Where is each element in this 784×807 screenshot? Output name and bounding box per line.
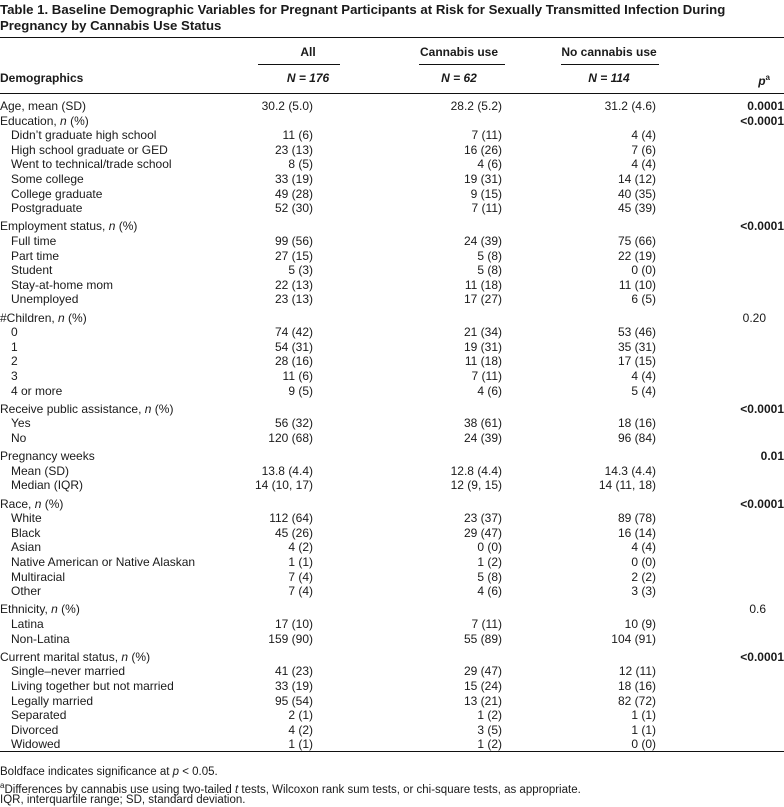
cell-cannabis: 11 (18) xyxy=(464,277,502,292)
cell-p-value: <0.0001 xyxy=(740,113,784,128)
row-label-text: Black xyxy=(11,525,41,540)
table-row xyxy=(0,664,784,679)
cell-all: 5 (3) xyxy=(288,263,313,278)
cell-no-cannabis: 75 (66) xyxy=(617,234,656,248)
table-row xyxy=(0,369,784,384)
table-section-row xyxy=(0,114,784,129)
row-label xyxy=(11,157,172,172)
row-label-text: Age, mean (SD) xyxy=(0,99,87,113)
row-label xyxy=(11,540,41,555)
table-row xyxy=(0,584,784,599)
cell-all: 159 (90) xyxy=(268,631,313,646)
cell-no-cannabis: 96 (84) xyxy=(617,431,656,445)
header-demographics: Demographics xyxy=(0,71,84,85)
row-label-text: 4 or more xyxy=(11,383,63,398)
row-label-text: Postgraduate xyxy=(11,201,83,216)
row-label-text: Current marital status, xyxy=(0,649,122,664)
row-label xyxy=(11,249,59,264)
row-label-italic: n xyxy=(108,219,116,234)
row-label-text: Stay-at-home mom xyxy=(11,277,114,292)
cell-cannabis: 5 (8) xyxy=(477,248,502,263)
row-label xyxy=(11,478,83,493)
cell-all: 99 (56) xyxy=(274,234,313,248)
cell-all: 49 (28) xyxy=(274,186,313,201)
row-label-text: Other xyxy=(11,584,42,599)
row-label-text: Ethnicity, xyxy=(0,602,52,617)
cell-all: 4 (2) xyxy=(288,722,313,737)
row-label-suffix: (%) xyxy=(128,649,151,664)
table-row xyxy=(0,340,784,355)
row-label xyxy=(11,416,31,431)
table-row xyxy=(0,723,784,738)
table-section-row xyxy=(0,602,784,617)
cell-cannabis: 5 (8) xyxy=(477,263,502,278)
row-label-text: College graduate xyxy=(11,186,103,201)
cell-no-cannabis: 16 (14) xyxy=(617,525,656,540)
row-label-text: Median (IQR) xyxy=(11,478,84,493)
row-label xyxy=(11,201,82,216)
cell-cannabis: 38 (61) xyxy=(463,416,502,431)
table-row xyxy=(0,431,784,446)
row-label-suffix: (%) xyxy=(66,113,89,128)
cell-no-cannabis: 0 (0) xyxy=(631,263,656,278)
table-row xyxy=(0,128,784,143)
table-row xyxy=(0,354,784,369)
table-section-row xyxy=(0,99,784,114)
row-label xyxy=(0,497,63,512)
cell-cannabis: 7 (11) xyxy=(471,369,502,383)
row-label-text: Separated xyxy=(11,708,67,723)
row-label-text: Latina xyxy=(11,617,44,631)
cell-no-cannabis: 104 (91) xyxy=(611,631,656,646)
row-label xyxy=(11,384,62,399)
row-label-text: Pregnancy weeks xyxy=(0,449,95,464)
cell-all: 17 (10) xyxy=(274,617,313,631)
row-label-text: 0 xyxy=(11,325,18,340)
cell-cannabis: 17 (27) xyxy=(463,292,502,307)
cell-no-cannabis: 0 (0) xyxy=(631,737,656,752)
row-label-italic: n xyxy=(144,401,152,416)
row-label xyxy=(0,650,150,665)
cell-cannabis: 1 (2) xyxy=(477,708,502,723)
cell-all: 56 (32) xyxy=(274,416,313,431)
cell-no-cannabis: 22 (19) xyxy=(617,248,656,263)
footnote-2-end: tests, Wilcoxon rank sum tests, or chi-square tests, as appropriate. xyxy=(238,783,581,796)
cell-no-cannabis: 3 (3) xyxy=(631,584,656,599)
row-label-text: Race, xyxy=(0,496,35,511)
row-label xyxy=(11,128,156,143)
cell-no-cannabis: 14.3 (4.4) xyxy=(604,463,656,478)
table-row xyxy=(0,511,784,526)
row-label xyxy=(0,449,95,464)
row-label xyxy=(11,632,70,647)
cell-cannabis: 1 (2) xyxy=(477,555,502,569)
row-label xyxy=(11,340,18,355)
footnote-boldface xyxy=(0,765,218,779)
cell-p-value: <0.0001 xyxy=(740,496,784,511)
row-label-text: 3 xyxy=(11,369,18,383)
cell-p-value: 0.01 xyxy=(760,449,784,464)
cell-all: 11 (6) xyxy=(282,369,313,383)
row-label xyxy=(11,278,113,293)
cell-no-cannabis: 4 (4) xyxy=(631,128,656,143)
table-caption: Table 1. Baseline Demographic Variables for Pregnant Participants at Risk for Sexually Transmitted Infection During Pregnancy by Cannabis Use Status xyxy=(0,2,726,33)
cell-no-cannabis: 17 (15) xyxy=(617,354,656,369)
row-label-italic: n xyxy=(34,496,42,511)
row-label xyxy=(11,679,174,694)
table-section-row xyxy=(0,497,784,512)
cell-all: 2 (1) xyxy=(288,708,313,723)
row-label-suffix: (%) xyxy=(57,602,80,617)
row-label xyxy=(11,464,69,479)
row-label-text: 2 xyxy=(11,354,18,369)
cell-all: 33 (19) xyxy=(274,172,313,186)
cell-no-cannabis: 4 (4) xyxy=(631,540,656,555)
row-label xyxy=(11,584,41,599)
cell-cannabis: 1 (2) xyxy=(477,737,502,752)
table-row xyxy=(0,708,784,723)
cell-cannabis: 13 (21) xyxy=(463,693,502,708)
cell-no-cannabis: 12 (11) xyxy=(618,664,656,679)
row-label xyxy=(11,570,65,585)
row-label xyxy=(11,263,52,278)
row-label xyxy=(11,187,102,202)
cell-all: 9 (5) xyxy=(288,383,313,398)
row-label xyxy=(11,555,195,570)
cell-no-cannabis: 89 (78) xyxy=(617,511,656,526)
cell-cannabis: 23 (37) xyxy=(463,511,502,526)
row-label-suffix: (%) xyxy=(115,219,138,234)
cell-all: 23 (13) xyxy=(274,142,313,157)
row-label xyxy=(0,114,89,129)
row-label-italic: n xyxy=(58,310,65,325)
row-label-text: #Children, xyxy=(0,310,59,325)
table-row xyxy=(0,555,784,570)
row-label xyxy=(11,354,18,369)
cell-cannabis: 15 (24) xyxy=(463,679,502,693)
table-row xyxy=(0,570,784,585)
cell-all: 27 (15) xyxy=(274,248,313,263)
cell-cannabis: 24 (39) xyxy=(463,431,502,445)
table-row xyxy=(0,172,784,187)
cell-no-cannabis: 2 (2) xyxy=(631,569,656,584)
row-label xyxy=(11,708,66,723)
cell-no-cannabis: 82 (72) xyxy=(617,693,656,708)
cell-no-cannabis: 0 (0) xyxy=(631,555,656,569)
cell-cannabis: 16 (26) xyxy=(463,142,502,157)
cell-cannabis: 4 (6) xyxy=(477,157,502,172)
row-label-italic: n xyxy=(121,649,129,664)
row-label xyxy=(0,311,87,326)
table-row xyxy=(0,263,784,278)
cell-no-cannabis: 40 (35) xyxy=(617,186,656,201)
cell-cannabis: 12 (9, 15) xyxy=(450,478,502,493)
table-row xyxy=(0,292,784,307)
row-label xyxy=(11,664,125,679)
footnote-1-italic: p xyxy=(172,766,180,778)
row-label-text: Asian xyxy=(11,540,42,555)
cell-all: 74 (42) xyxy=(274,325,313,340)
table-row xyxy=(0,157,784,172)
cell-all: 95 (54) xyxy=(274,693,313,708)
header-n-no-cannabis: N = 114 xyxy=(588,71,630,85)
row-label xyxy=(11,694,93,709)
row-label-text: Unemployed xyxy=(11,292,79,307)
cell-all: 14 (10, 17) xyxy=(254,478,313,493)
cell-no-cannabis: 14 (11, 18) xyxy=(598,478,656,493)
cell-all: 30.2 (5.0) xyxy=(261,99,313,113)
cell-all: 11 (6) xyxy=(282,128,313,143)
row-label-suffix: (%) xyxy=(41,496,64,511)
row-label xyxy=(11,526,40,541)
cell-all: 22 (13) xyxy=(274,277,313,292)
cell-cannabis: 4 (6) xyxy=(477,584,502,599)
table-row xyxy=(0,526,784,541)
table-row xyxy=(0,540,784,555)
row-label xyxy=(11,431,26,446)
cell-cannabis: 3 (5) xyxy=(477,722,502,737)
cell-all: 120 (68) xyxy=(268,431,313,445)
row-label-text: Yes xyxy=(11,416,31,431)
cell-cannabis: 29 (47) xyxy=(463,664,502,679)
table-row xyxy=(0,201,784,216)
cell-all: 23 (13) xyxy=(274,292,313,307)
cell-no-cannabis: 1 (1) xyxy=(631,722,656,737)
cell-cannabis: 19 (31) xyxy=(463,339,502,354)
row-label-text: High school graduate or GED xyxy=(11,142,168,157)
row-label-text: White xyxy=(11,511,42,526)
header-p-letter: p xyxy=(758,74,766,88)
row-label-text: Divorced xyxy=(11,722,59,737)
bottom-rule xyxy=(0,751,784,752)
cell-cannabis: 5 (8) xyxy=(477,569,502,584)
cell-no-cannabis: 53 (46) xyxy=(617,325,656,340)
cell-no-cannabis: 4 (4) xyxy=(631,369,656,383)
table-row xyxy=(0,464,784,479)
footnote-1-text: Boldface indicates significance at xyxy=(0,766,173,778)
table-row xyxy=(0,384,784,399)
row-label-text: 1 xyxy=(11,339,18,354)
cell-no-cannabis: 14 (12) xyxy=(617,172,656,186)
row-label xyxy=(11,617,44,632)
cell-cannabis: 7 (11) xyxy=(471,617,502,631)
row-label-suffix: (%) xyxy=(151,401,174,416)
table-row xyxy=(0,478,784,493)
row-label-suffix: (%) xyxy=(64,310,87,325)
row-label-text: Went to technical/trade school xyxy=(11,157,172,172)
row-label-text: Employment status, xyxy=(0,219,109,234)
row-label-text: No xyxy=(11,431,27,445)
header-no-cannabis: No cannabis use xyxy=(561,45,657,59)
row-label-text: Education, xyxy=(0,113,61,128)
cell-all: 13.8 (4.4) xyxy=(261,463,313,478)
table-row xyxy=(0,249,784,264)
cell-cannabis: 7 (11) xyxy=(471,201,502,216)
cell-p-value: <0.0001 xyxy=(740,649,784,664)
row-label-text: Non-Latina xyxy=(11,631,70,646)
header-all: All xyxy=(300,45,316,59)
cell-all: 54 (31) xyxy=(274,339,313,354)
footnote-2-mark: a xyxy=(0,781,5,790)
row-label-text: Mean (SD) xyxy=(11,463,70,478)
cell-all: 45 (26) xyxy=(274,525,313,540)
table-row xyxy=(0,416,784,431)
cell-no-cannabis: 5 (4) xyxy=(631,383,656,398)
cell-no-cannabis: 4 (4) xyxy=(631,157,656,172)
row-label xyxy=(0,602,80,617)
row-label-text: Student xyxy=(11,263,53,278)
header-n-all: N = 176 xyxy=(286,71,330,85)
row-label xyxy=(11,723,58,738)
table-row xyxy=(0,325,784,340)
cell-cannabis: 24 (39) xyxy=(463,234,502,248)
row-label xyxy=(11,737,60,752)
cell-p-value: <0.0001 xyxy=(740,219,784,234)
table-section-row xyxy=(0,402,784,417)
cell-no-cannabis: 45 (39) xyxy=(617,201,656,216)
cell-no-cannabis: 6 (5) xyxy=(631,292,656,307)
row-label-italic: n xyxy=(51,602,58,617)
header-n-cannabis: N = 62 xyxy=(441,71,477,85)
row-label xyxy=(11,292,78,307)
row-label xyxy=(0,219,137,234)
row-label-text: Some college xyxy=(11,172,84,186)
row-label-text: Part time xyxy=(11,248,60,263)
footnote-1-end: < 0.05. xyxy=(179,766,218,778)
cell-no-cannabis: 7 (6) xyxy=(631,142,656,157)
row-label-text: Single–never married xyxy=(11,664,126,679)
table-section-row xyxy=(0,449,784,464)
cell-all: 8 (5) xyxy=(288,157,313,172)
row-label xyxy=(11,369,18,384)
cell-no-cannabis: 18 (16) xyxy=(617,416,656,431)
cell-all: 112 (64) xyxy=(269,511,313,526)
row-label-text: Multiracial xyxy=(11,569,66,584)
row-label xyxy=(11,511,42,526)
cell-no-cannabis: 31.2 (4.6) xyxy=(604,99,656,113)
cell-p-value: <0.0001 xyxy=(740,401,784,416)
table-row xyxy=(0,679,784,694)
cell-cannabis: 4 (6) xyxy=(477,383,502,398)
cell-cannabis: 12.8 (4.4) xyxy=(450,463,502,478)
footnote-2-italic: t xyxy=(235,783,239,796)
table-row xyxy=(0,143,784,158)
cell-all: 7 (4) xyxy=(288,569,313,584)
cell-cannabis: 9 (15) xyxy=(470,186,502,201)
row-label-text: Living together but not married xyxy=(11,679,174,693)
cell-p-value: 0.0001 xyxy=(747,99,784,113)
row-label-italic: n xyxy=(60,113,67,128)
cell-all: 7 (4) xyxy=(288,584,313,599)
cell-all: 41 (23) xyxy=(274,664,313,679)
cell-cannabis: 19 (31) xyxy=(463,172,502,186)
table-row xyxy=(0,278,784,293)
table-row xyxy=(0,617,784,632)
cell-cannabis: 55 (89) xyxy=(463,631,502,646)
row-label xyxy=(11,234,56,249)
footnote-abbreviations: IQR, interquartile range; SD, standard deviation. xyxy=(0,794,246,806)
table-row xyxy=(0,187,784,202)
table-row xyxy=(0,632,784,647)
cell-all: 1 (1) xyxy=(288,737,313,752)
header-p-footnote-mark: a xyxy=(765,73,770,82)
cell-p-value: 0.20 xyxy=(742,310,766,325)
row-label-text: Native American or Native Alaskan xyxy=(11,555,196,569)
cell-all: 33 (19) xyxy=(274,679,313,693)
cell-no-cannabis: 11 (10) xyxy=(618,277,656,292)
cell-all: 28 (16) xyxy=(274,354,313,369)
header-cannabis: Cannabis use xyxy=(419,45,499,59)
table-row xyxy=(0,234,784,249)
row-label xyxy=(11,325,18,340)
row-label xyxy=(11,172,84,187)
cell-all: 1 (1) xyxy=(288,555,313,569)
cell-cannabis: 7 (11) xyxy=(471,128,502,143)
cell-cannabis: 11 (18) xyxy=(464,354,502,369)
row-label-text: Full time xyxy=(11,234,57,248)
cell-p-value: 0.6 xyxy=(749,602,766,617)
table-section-row xyxy=(0,650,784,665)
cell-cannabis: 29 (47) xyxy=(463,525,502,540)
row-label xyxy=(0,402,173,417)
cell-all: 52 (30) xyxy=(274,201,313,216)
row-label-text: Receive public assistance, xyxy=(0,401,145,416)
row-label-text: Widowed xyxy=(11,737,61,752)
table-row xyxy=(0,694,784,709)
table-section-row xyxy=(0,311,784,326)
row-label-text: Didn’t graduate high school xyxy=(11,128,157,143)
footnote-2-text: Differences by cannabis use using two-tailed xyxy=(4,783,236,796)
cell-cannabis: 28.2 (5.2) xyxy=(450,99,502,113)
row-label xyxy=(11,143,168,158)
cell-no-cannabis: 1 (1) xyxy=(631,708,656,723)
cell-cannabis: 0 (0) xyxy=(477,540,502,555)
cell-no-cannabis: 35 (31) xyxy=(617,339,656,354)
cell-cannabis: 21 (34) xyxy=(463,325,502,340)
row-label xyxy=(0,99,86,114)
cell-all: 4 (2) xyxy=(288,540,313,555)
table-section-row xyxy=(0,219,784,234)
row-label-text: Legally married xyxy=(11,693,94,708)
cell-no-cannabis: 18 (16) xyxy=(617,679,656,693)
cell-no-cannabis: 10 (9) xyxy=(624,617,656,631)
